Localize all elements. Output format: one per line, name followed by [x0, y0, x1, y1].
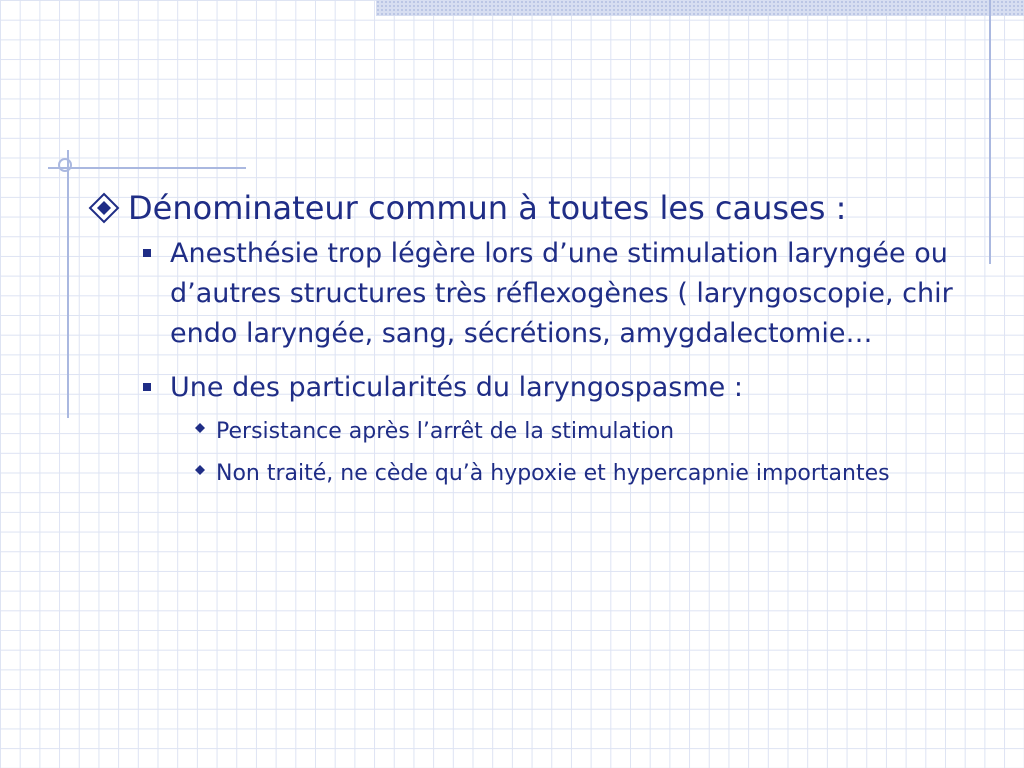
sub-bullet-text: Persistance après l’arrêt de la stimulation: [216, 419, 675, 444]
level2-bullet-item: [170, 234, 988, 354]
small-diamond-bullet-icon: [194, 464, 206, 476]
bullet-text: Une des particularités du laryngospasme :: [170, 372, 743, 403]
level2-bullet-item: [170, 368, 988, 408]
bullet-text: Anesthésie trop légère lors d’une stimulation laryngée ou d’autres structures très réflexogènes ( laryngoscopie, chir endo laryngée, sang, sécrétions, amygdalectomie…: [170, 238, 953, 349]
square-bullet-icon: [143, 249, 151, 257]
square-bullet-icon: [143, 383, 151, 391]
left-horizontal-rule: [48, 167, 246, 169]
slide-heading: Dénominateur commun à toutes les causes :: [128, 189, 847, 227]
small-diamond-bullet-icon: [194, 422, 206, 434]
level3-bullet-item: [216, 416, 988, 448]
left-vertical-rule: [67, 150, 69, 418]
level3-bullet-item: [216, 458, 988, 490]
right-vertical-rule: [989, 0, 991, 264]
diamond-bullet-icon: [88, 192, 120, 224]
slide-content: [88, 186, 988, 490]
level1-bullet-item: [88, 186, 988, 230]
corner-ring-ornament: [58, 158, 72, 172]
sub-bullet-text: Non traité, ne cède qu’à hypoxie et hypercapnie importantes: [216, 461, 890, 486]
top-decorative-band: [376, 0, 1024, 16]
